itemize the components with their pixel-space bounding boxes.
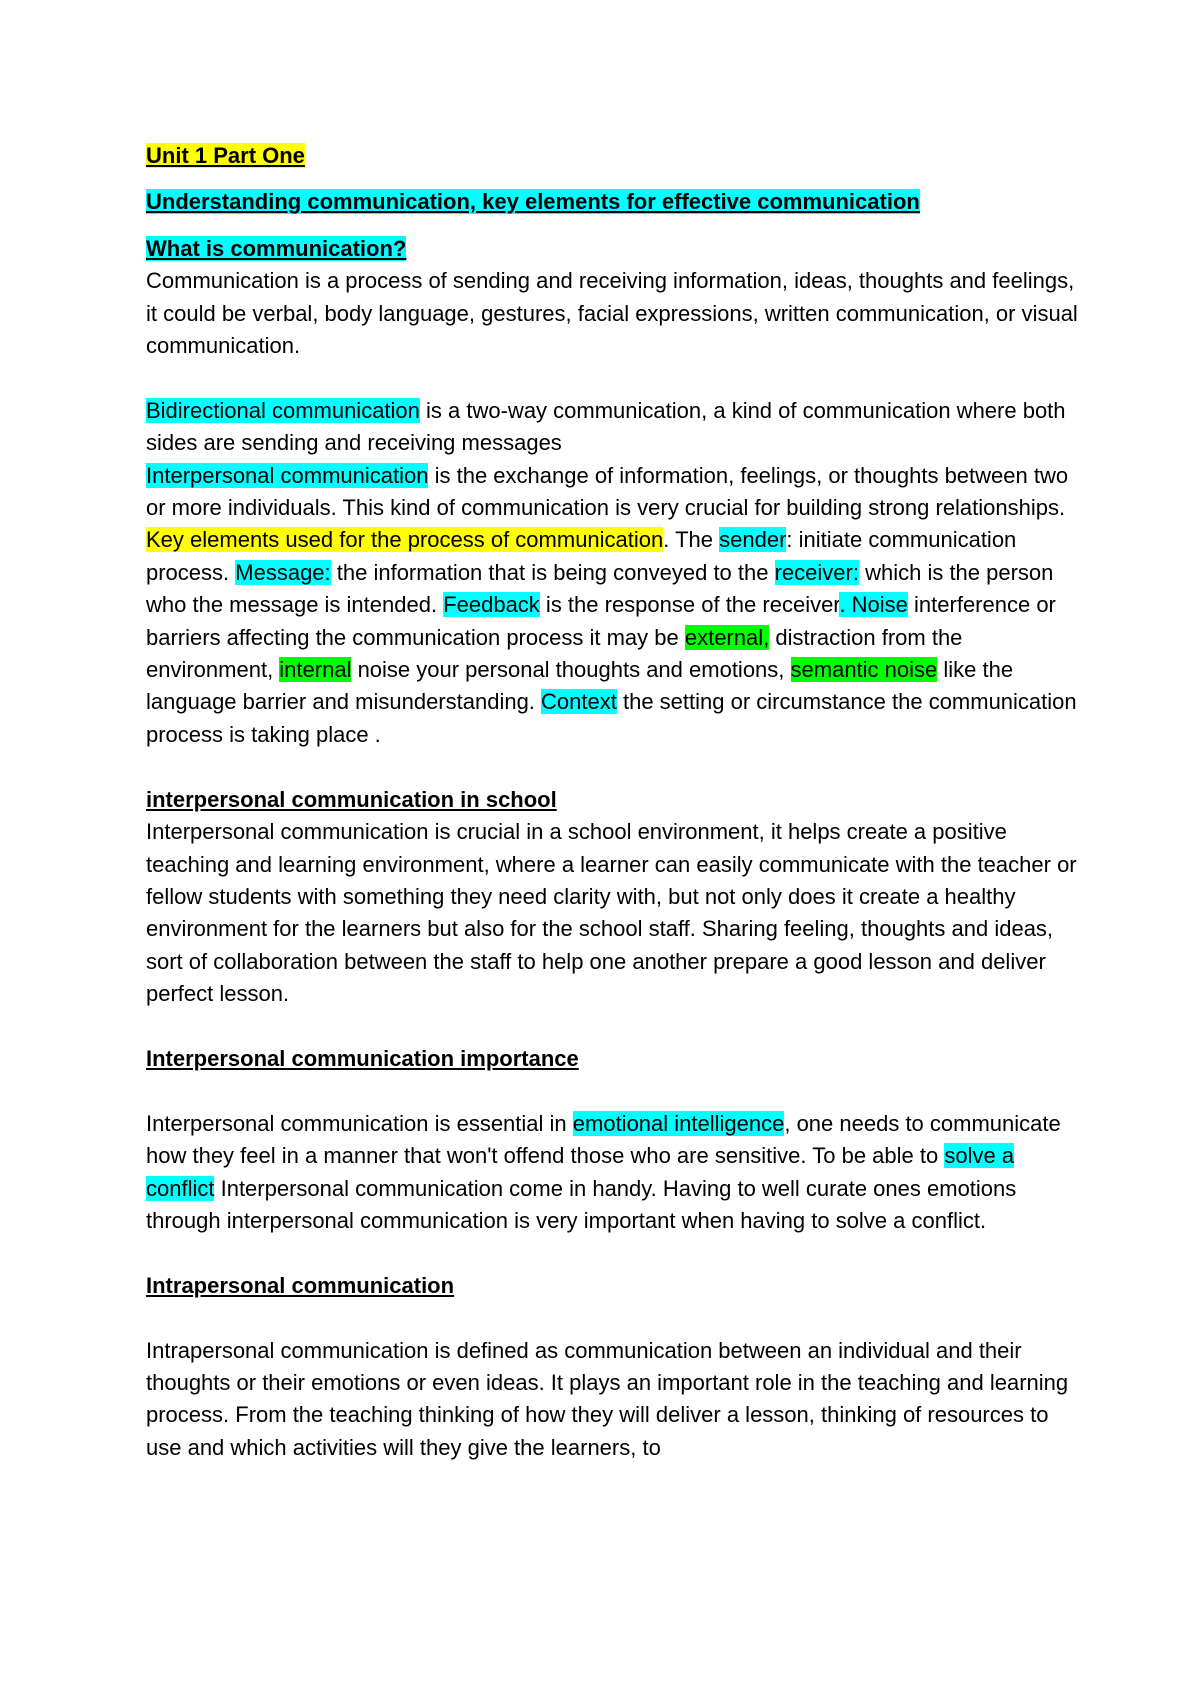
paragraph-interpersonal-definition (146, 460, 1086, 525)
text-interpersonal: is the exchange of information, feelings, or thoughts between two or more individuals. This kind of communication is very crucial for building strong relationships. (146, 462, 1069, 521)
heading-understanding (146, 186, 1086, 218)
term-external: external, (684, 624, 770, 650)
text-fragment: distraction from the environment, (146, 624, 963, 683)
term-feedback: Feedback (443, 592, 540, 618)
text-fragment: Interpersonal communication is essential in (146, 1110, 573, 1136)
paragraph-what-is-communication: Communication is a process of sending and receiving information, ideas, thoughts and feelings, it could be verbal, body language, gestures, facial expressions, written communication, or visual communication. (146, 268, 1078, 359)
heading-intrapersonal (146, 1270, 1086, 1302)
term-solve-a-conflict: solve a conflict (146, 1143, 1015, 1201)
term-internal: internal (279, 657, 352, 683)
heading-what-text: What is communication? (146, 235, 407, 261)
term-noise: . Noise (839, 592, 908, 618)
text-fragment: the setting or circumstance the communication process is taking place . (146, 689, 1077, 747)
text-fragment: , one needs to communicate how they feel in a manner that won't offend those who are sensitive. To be able to (146, 1110, 1061, 1169)
text-fragment: like the language barrier and misunderstanding. (146, 657, 1014, 715)
heading-understanding-text: Understanding communication, key elements for effective communication (146, 189, 920, 215)
text-bidirectional: is a two-way communication, a kind of communication where both sides are sending and receiving messages (146, 397, 1066, 456)
text-fragment: the information that is being conveyed to the (330, 559, 775, 585)
heading-intra-text: Intrapersonal communication (146, 1272, 455, 1298)
paragraph-interpersonal-importance (146, 1108, 1086, 1238)
text-fragment: : initiate communication process. (146, 527, 1017, 585)
term-emotional-intelligence: emotional intelligence (572, 1110, 785, 1136)
term-key-elements: Key elements used for the process of communication (146, 527, 664, 553)
heading-unit (146, 140, 1086, 172)
term-receiver: receiver: (774, 559, 859, 585)
term-context: Context (541, 689, 617, 715)
term-sender: sender (719, 527, 787, 553)
term-interpersonal: Interpersonal communication (146, 462, 429, 488)
text-fragment: interference or barriers affecting the communication process it may be (146, 592, 1056, 650)
term-message: Message: (235, 559, 331, 585)
heading-interpersonal-school (146, 784, 1086, 816)
heading-interpersonal-importance (146, 1043, 1086, 1075)
heading-school-text: interpersonal communication in school (146, 786, 557, 812)
heading-importance-text: Interpersonal communication importance (146, 1045, 579, 1071)
text-fragment: which is the person who the message is intended. (146, 559, 1054, 618)
paragraph-key-elements (146, 524, 1086, 751)
heading-unit-text: Unit 1 Part One (146, 143, 305, 168)
document-page (146, 140, 1086, 1464)
paragraph-interpersonal-school: Interpersonal communication is crucial in a school environment, it helps create a positive teaching and learning environment, where a learner can easily communicate with the teacher or fellow students with something they need clarity with, but not only does it create a healthy environment for the learners but also for the school staff. Sharing feeling, thoughts and ideas, sort of collaboration between the staff to help one another prepare a good lesson and deliver perfect lesson. (146, 819, 1077, 1007)
text-fragment: Interpersonal communication come in handy. Having to well curate ones emotions through interpersonal communication is very important when having to solve a conflict. (146, 1175, 1017, 1233)
paragraph-intrapersonal: Intrapersonal communication is defined as communication between an individual and their thoughts or their emotions or even ideas. It plays an important role in the teaching and learning process. From the teaching thinking of how they will deliver a lesson, thinking of resources to use and which activities will they give the learners, to (146, 1337, 1069, 1460)
term-semantic-noise: semantic noise (790, 657, 938, 683)
term-bidirectional: Bidirectional communication (146, 397, 420, 423)
heading-what-is-communication (146, 233, 1086, 265)
text-fragment: is the response of the receiver (539, 592, 840, 618)
paragraph-bidirectional (146, 395, 1086, 460)
text-fragment: . The (663, 527, 720, 553)
text-fragment: noise your personal thoughts and emotions, (351, 657, 791, 683)
